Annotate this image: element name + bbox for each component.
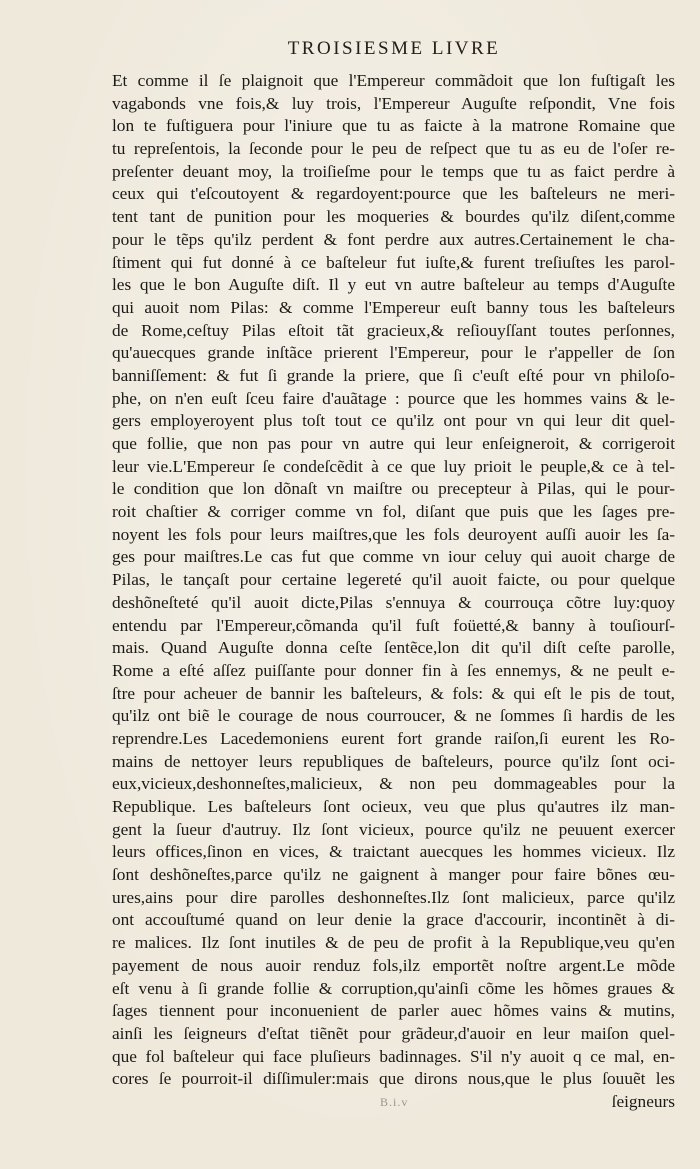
text-line: Republique. Les baſteleurs ſont ocieux, veu que plus qu'autres ilz man- <box>112 797 675 816</box>
text-line: entendu par l'Empereur,cõmanda qu'il fuſt foüetté,& banny à touſiourſ- <box>112 615 675 635</box>
text-line: payement de nous auoir renduz fols,ilz emportẽt noſtre argent.Le mõde <box>112 955 675 975</box>
text-line: leurs offices,ſinon en vices, & traictant auecques les hommes vicieux. Ilz <box>112 842 675 862</box>
text-line: leur vie.L'Empereur ſe condeſcẽdit à ce que luy prioit le peuple,& ce à tel- <box>112 456 675 476</box>
text-line: lon te fuſtiguera pour l'iniure que tu as faicte à la matrone Romaine que <box>112 116 675 136</box>
text-line: preſenter deuant moy, la troiſieſme pour le temps que tu as faict perdre à <box>112 161 675 181</box>
signature-mark: B.i.v <box>380 1095 409 1109</box>
text-line: ures,ains pour dire parolles deshonneſtes.Ilz ſont malicieux, parce qu'ilz <box>112 887 675 907</box>
text-line: ſages tiennent pour inconuenient de parler auec hõmes vains & mutins, <box>112 1001 675 1021</box>
text-line: tu repreſentois, la ſeconde pour le peu de reſpect que tu as eu de l'oſer re- <box>112 139 675 159</box>
text-line: vagabonds vne fois,& luy trois, l'Empereur Auguſte reſpondit, Vne fois <box>112 93 675 113</box>
text-line: re malices. Ilz ſont inutiles & de peu de profit à la Republique,veu qu'en <box>112 933 675 953</box>
text-line: eux,vicieux,deshonneſtes,malicieux, & non peu dommageables pour la <box>112 774 675 794</box>
text-line: pour le tẽps qu'ilz perdent & font perdre aux autres.Certainement le cha- <box>112 229 675 249</box>
text-line: banniſſement: & fut ſi grande la priere, que ſi c'euſt eſté pour vn philoſo- <box>112 365 675 385</box>
running-head: TROISIESME LIVRE <box>287 38 501 59</box>
text-line: les que le bon Auguſte diſt. Il y eut vn autre baſteleur au temps d'Auguſte <box>112 275 675 295</box>
text-line: le condition que lon dõnaſt vn maiſtre ou precepteur à Pilas, qui le pour- <box>112 479 675 499</box>
text-line: mains de nettoyer leurs republiques de baſteleurs, pource qu'ilz ſont oci- <box>112 751 675 771</box>
text-line: Rome a eſté aſſez puiſſante pour donner fin à ſes ennemys, & ne peult e- <box>112 660 675 680</box>
text-line: reprendre.Les Lacedemoniens eurent fort grande raiſon,ſi eurent les Ro- <box>112 728 675 748</box>
text-line: Et comme il ſe plaignoit que l'Empereur commãdoit que lon fuſtigaſt les <box>112 71 675 90</box>
text-line: qu'ilz ont biẽ le courage de nous courroucer, & ne ſommes ſi hardis de les <box>112 706 675 726</box>
text-line: ges pour maiſtres.Le cas fut que comme vn iour celuy qui auoit charge de <box>112 547 675 567</box>
text-line: ainſi les ſeigneurs d'eſtat tiẽnẽt pour grãdeur,d'auoir en leur maiſon quel- <box>112 1023 675 1043</box>
text-line: ſtiment qui fut donné à ce baſteleur fut iuſte,& furent treſiuſtes les parol- <box>112 252 675 272</box>
text-line: ſont deshõneſtes,parce qu'ilz ne gaignent à manger pour faire bõnes œu- <box>112 865 675 885</box>
text-line: qui auoit nom Pilas: & comme l'Empereur euſt banny tous les baſteleurs <box>112 297 675 317</box>
text-line: roit chaſtier & corriger comme vn fol, diſant que puis que les ſages pre- <box>112 502 675 522</box>
text-line: tent tant de punition pour les moqueries & bourdes qu'ilz diſent,comme <box>112 207 675 227</box>
text-line: de Rome,ceſtuy Pilas eſtoit tãt gracieux,& reſiouyſſant toutes perſonnes, <box>112 320 675 340</box>
text-line: qu'auecques grande inſtãce prierent l'Empereur, pour le r'appeller de ſon <box>112 343 675 363</box>
text-line: ſtre pour acheuer de bannir les baſteleurs, & fols: & qui eſt le pis de tout, <box>112 683 675 703</box>
text-line: Pilas, le tançaſt pour certaine legereté qu'il auoit faicte, ou pour quelque <box>112 570 675 590</box>
text-line: eſt venu à ſi grande follie & corruption,qu'ainſi cõme les hõmes graues & <box>112 978 675 998</box>
text-line: phe, on n'en euſt ſceu faire d'auãtage : pource que les hommes vains & le- <box>112 388 675 408</box>
text-line: que follie, que non pas pour vn autre qui leur enſeigneroit, & corrigeroit <box>112 434 675 453</box>
text-line: mais. Quand Auguſte donna ceſte ſentẽce,lon dit qu'il diſt ceſte parolle, <box>112 638 675 658</box>
text-line: gers employeroyent plus toſt tout ce qu'ilz ont pour vn qui leur dit quel- <box>112 411 675 431</box>
text-line: que fol baſteleur qui face pluſieurs badinnages. S'il n'y auoit q ce mal, en- <box>112 1046 675 1066</box>
text-block <box>112 70 675 1114</box>
text-line: ſeigneurs <box>611 1091 675 1111</box>
text-line: cores ſe pourroit-il diſſimuler:mais que dirons nous,que le plus ſouuẽt les <box>112 1069 675 1089</box>
text-line: ceux qui t'eſcoutoyent & regardoyent:pource que les baſteleurs ne meri- <box>112 184 675 204</box>
text-line: noyent les fols pour leurs maiſtres,que les fols deuroyent auſſi auoir les ſa- <box>112 524 675 544</box>
text-line: deshõneſteté qu'il auoit dicte,Pilas s'ennuya & courrouça cõtre luy:quoy <box>112 592 675 612</box>
text-line: gent la ſueur d'autruy. Ilz ſont vicieux, pource qu'ilz ne peuuent exercer <box>112 819 675 839</box>
text-line: ont accouſtumé quand on leur denie la grace d'accourir, incontinẽt à di- <box>112 910 675 930</box>
